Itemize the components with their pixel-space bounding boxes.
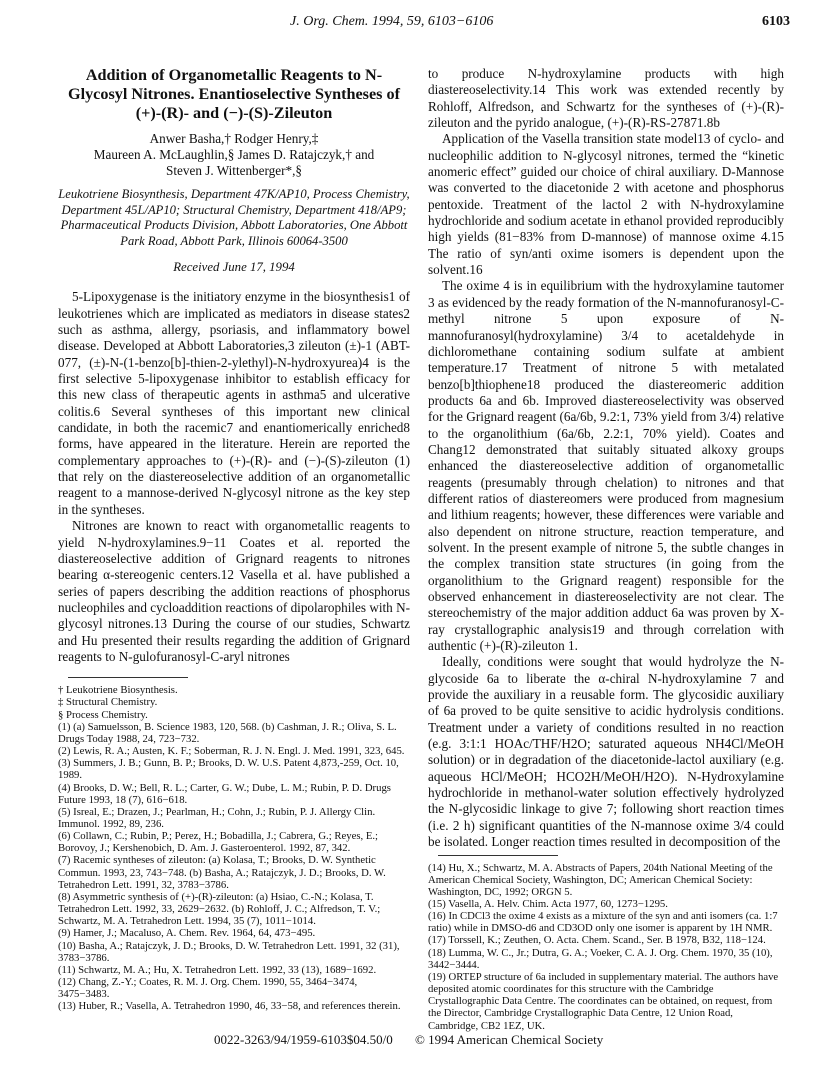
footnotes-left <box>58 684 410 1012</box>
author-line: Maureen A. McLaughlin,§ James D. Ratajczyk,† and <box>93 147 375 162</box>
article-code: 0022-3263/94/1959-6103$04.50/0 <box>214 1032 393 1047</box>
footnote: (4) Brooks, D. W.; Bell, R. L.; Carter, G. W.; Dube, L. M.; Rubin, P. D. Drugs Future 1993, 18 (7), 616−618. <box>58 781 391 806</box>
footnote: (9) Hamer, J.; Macaluso, A. Chem. Rev. 1964, 64, 473−495. <box>58 927 316 940</box>
footnote: (15) Vasella, A. Helv. Chim. Acta 1977, 60, 1273−1295. <box>428 897 668 910</box>
body-paragraph: Application of the Vasella transition state model13 of cyclo- and nucleophilic addition to N-glycosyl nitrones, termed the “kinetic anomeric effect” guided our choice of chiral auxiliary. D-Mannose was converted to the diacetonide 2 with acetone and phosphorus pentoxide. Treatment of the lactol 2 with N-hydroxylamine hydrochloride and sodium acetate in ethanol provided reproducibly high yields (81−83% from D-mannose) of mannose oxime 4.15 The ratio of syn/anti oxime isomers is dependent upon the solvent.16 <box>428 131 784 278</box>
copyright: © 1994 American Chemical Society <box>415 1032 604 1047</box>
footnote: (3) Summers, J. B.; Gunn, B. P.; Brooks, D. W. U.S. Patent 4,873,-259, Oct. 10, 1989. <box>58 757 399 782</box>
body-paragraph: to produce N-hydroxylamine products with high diastereoselectivity.14 This work was extended recently by Rohloff, Alfredson, and Schwartz for the syntheses of (+)-(R)-zileuton and the pyrido analogue, (+)-(R)-RS-27871.8b <box>428 66 784 131</box>
article-title: Addition of Organometallic Reagents to N-Glycosyl Nitrones. Enantioselective Syntheses of (+)-(R)- and (−)-(S)-Zileuton <box>68 66 400 122</box>
right-column <box>428 66 784 1032</box>
footnote: (2) Lewis, R. A.; Austen, K. F.; Soberman, R. J. N. Engl. J. Med. 1991, 323, 645. <box>58 745 405 758</box>
page-number: 6103 <box>762 14 790 29</box>
footnote: § Process Chemistry. <box>58 708 148 721</box>
body-paragraph: The oxime 4 is in equilibrium with the hydroxylamine tautomer 3 as evidenced by the ready formation of the N-mannofuranosyl-C-methyl nitrone 5 upon exposure of N-mannofuranosyl(hydroxylamine) 3/4 to acetaldehyde in dichloromethane containing sodium sulfate at ambient temperature.17 Treatment of nitrone 5 with metalated benzo[b]thiophene18 produced the diastereomeric addition products 6a and 6b. Improved diastereoselectivity was observed for the Grignard reagent (6a/6b, 9.2:1, 73% yield from 3/4) relative to the organolithium (6a/6b, 2.2:1, 70% yield). Coates and Chang12 demonstrated that suitably situated alkoxy groups enhanced the diastereoselective addition of organometallic reagents (presumably through chelation) to nitrones and that different ratios of diastereomers were produced from magnesium and lithium reagents; however, these differences were variable and also dependent on nitrone structure, reaction temperature, and solvent. In the present example of nitrone 5, the subtle changes in the complex transition state structures (in going from the organolithium to the Grignard reagent) responsible for the observed enhancement in diastereoselectivity are not clear. The stereochemistry of the major addition adduct 6a was proven by X-ray crystallographic analysis19 and through correlation with authentic (+)-(R)-zileuton 1. <box>428 278 784 654</box>
body-paragraph: Nitrones are known to react with organometallic reagents to yield N-hydroxylamines.9−11 Coates et al. reported the diastereoselective addition of Grignard reagents to nitrones bearing α-stereogenic centers.12 Vasella et al. have published a series of papers describing the addition reactions of phosphorus nucleophiles and cycloaddition reactions of dipolarophiles with N-glycosyl nitrones.13 During the course of our studies, Schwartz and Hu presented their results regarding the addition of Grignard reagents to N-gulofuranosyl-C-aryl nitrones <box>58 518 410 664</box>
footnotes-right <box>428 862 784 1032</box>
footnote: (10) Basha, A.; Ratajczyk, J. D.; Brooks, D. W. Tetrahedron Lett. 1991, 32 (31), 3783−3786. <box>58 939 400 964</box>
footnote: † Leukotriene Biosynthesis. <box>58 684 178 697</box>
author-list <box>58 131 410 179</box>
left-column <box>58 66 410 1012</box>
author-line: Steven J. Wittenberger*,§ <box>166 163 302 178</box>
footnote: (6) Collawn, C.; Rubin, P.; Perez, H.; Bobadilla, J.; Cabrera, G.; Reyes, E.; Borovoy, J.; Kershenobich, D. Am. J. Gasteroenterol. 1992, 87, 342. <box>58 830 378 855</box>
footnote: (13) Huber, R.; Vasella, A. Tetrahedron 1990, 46, 33−58, and references therein. <box>58 1000 401 1013</box>
footnote: (7) Racemic syntheses of zileuton: (a) Kolasa, T.; Brooks, D. W. Synthetic Commun. 1993, 23, 743−748. (b) Basha, A.; Ratajczyk, J. D.; Brooks, D. W. Tetrahedron Lett. 1991, 32, 3783−3786. <box>58 854 386 891</box>
body-paragraph: Ideally, conditions were sought that would hydrolyze the N-glycoside 6a to liberate the α-chiral N-hydroxylamine 7 and provide the auxiliary in a reusable form. The glycosidic auxiliary of 6a proved to be quite sensitive to acidic hydrolysis conditions. Treatment under a variety of conditions resulted in no reaction (e.g. 3:1:1 HOAc/THF/H2O; saturated aqueous NH4Cl/MeOH solution) or in degradation of the diacetonide-lactol auxiliary (e.g. aqueous HCl/MeOH; HCO2H/MeOH/H2O). N-Hydroxylamine hydrochloride in methanol-water solution effectively hydrolyzed the N-glycosidic linkage to give 7; following short reaction times (i.e. 2 h) significant quantities of the N-mannose oxime 3/4 could be isolated. Longer reaction times resulted in decomposition of the <box>428 654 784 850</box>
footnote: (19) ORTEP structure of 6a included in supplementary material. The authors have deposited atomic coordinates for this structure with the Cambridge Crystallographic Data Centre. The coordinates can be obtained, on request, from the Director, Cambridge Crystallographic Data Centre, 12 Union Road, Cambridge, CB2 1EZ, UK. <box>428 970 779 1032</box>
footnote-divider <box>68 677 188 678</box>
received-date: Received June 17, 1994 <box>173 260 295 274</box>
footnote-divider <box>438 855 558 856</box>
footnote: (11) Schwartz, M. A.; Hu, X. Tetrahedron Lett. 1992, 33 (13), 1689−1692. <box>58 963 377 976</box>
affiliation: Leukotriene Biosynthesis, Department 47K/AP10, Process Chemistry, Department 45L/AP10; Structural Chemistry, Department 418/AP9; Pharmaceutical Products Division, Abbott Laboratories, One Abbott Park Road, Abbott Park, Illinois 60064-3500 <box>58 187 410 248</box>
footnote: ‡ Structural Chemistry. <box>58 696 158 709</box>
footnote: (14) Hu, X.; Schwartz, M. A. Abstracts of Papers, 204th National Meeting of the American Chemical Society, Washington, DC; American Chemical Society: Washington, DC, 1992; ORGN 5. <box>428 861 773 898</box>
footnote: (1) (a) Samuelsson, B. Science 1983, 120, 568. (b) Cashman, J. R.; Oliva, S. L. Drugs Today 1988, 24, 723−732. <box>58 720 397 745</box>
body-paragraph: 5-Lipoxygenase is the initiatory enzyme in the biosynthesis1 of leukotrienes which are implicated as mediators in disease states2 such as asthma, allergy, psoriasis, and inflammatory bowel disease. Developed at Abbott Laboratories,3 zileuton (±)-1 (ABT-077, (±)-N-(1-benzo[b]-thien-2-ylethyl)-N-hydroxyurea)4 is the first selective 5-lipoxygenase inhibitor to establish efficacy for this new class of therapeutic agents in asthma5 and ulcerative colitis.6 Several syntheses of this important new clinical candidate, in both the racemic7 and enantiomerically enriched8 forms, have appeared in the literature. Herein are reported the complementary approaches to (+)-(R)- and (−)-(S)-zileuton (1) that rely on the diastereoselective addition of an organometallic reagent to a mannose-derived N-glycosyl nitrone as the key step in the syntheses. <box>58 289 410 517</box>
footnote: (8) Asymmetric synthesis of (+)-(R)-zileuton: (a) Hsiao, C.-N.; Kolasa, T. Tetrahedron Lett. 1992, 33, 2629−2632. (b) Rohloff, J. C.; Alfredson, T. V.; Schwartz, M. A. Tetrahedron Lett. 1994, 35 (7), 1011−1014. <box>58 890 381 928</box>
footnote: (17) Torssell, K.; Zeuthen, O. Acta. Chem. Scand., Ser. B 1978, B32, 118−124. <box>428 934 766 947</box>
footnote: (16) In CDCl3 the oxime 4 exists as a mixture of the syn and anti isomers (ca. 1:7 ratio) while in DMSO-d6 and CD3OD only one isomer is apparent by 1H NMR. <box>428 910 778 935</box>
author-line: Anwer Basha,† Rodger Henry,‡ <box>149 131 319 146</box>
footnote: (5) Isreal, E.; Drazen, J.; Pearlman, H.; Cohn, J.; Rubin, P. J. Allergy Clin. Immunol. 1992, 89, 236. <box>58 805 376 830</box>
running-header <box>0 14 820 34</box>
footnote: (12) Chang, Z.-Y.; Coates, R. M. J. Org. Chem. 1990, 55, 3464−3474, 3475−3483. <box>58 976 358 1001</box>
journal-citation: J. Org. Chem. 1994, 59, 6103−6106 <box>290 14 494 29</box>
footnote: (18) Lumma, W. C., Jr.; Dutra, G. A.; Voeker, C. A. J. Org. Chem. 1970, 35 (10), 3442−3444. <box>428 946 773 971</box>
